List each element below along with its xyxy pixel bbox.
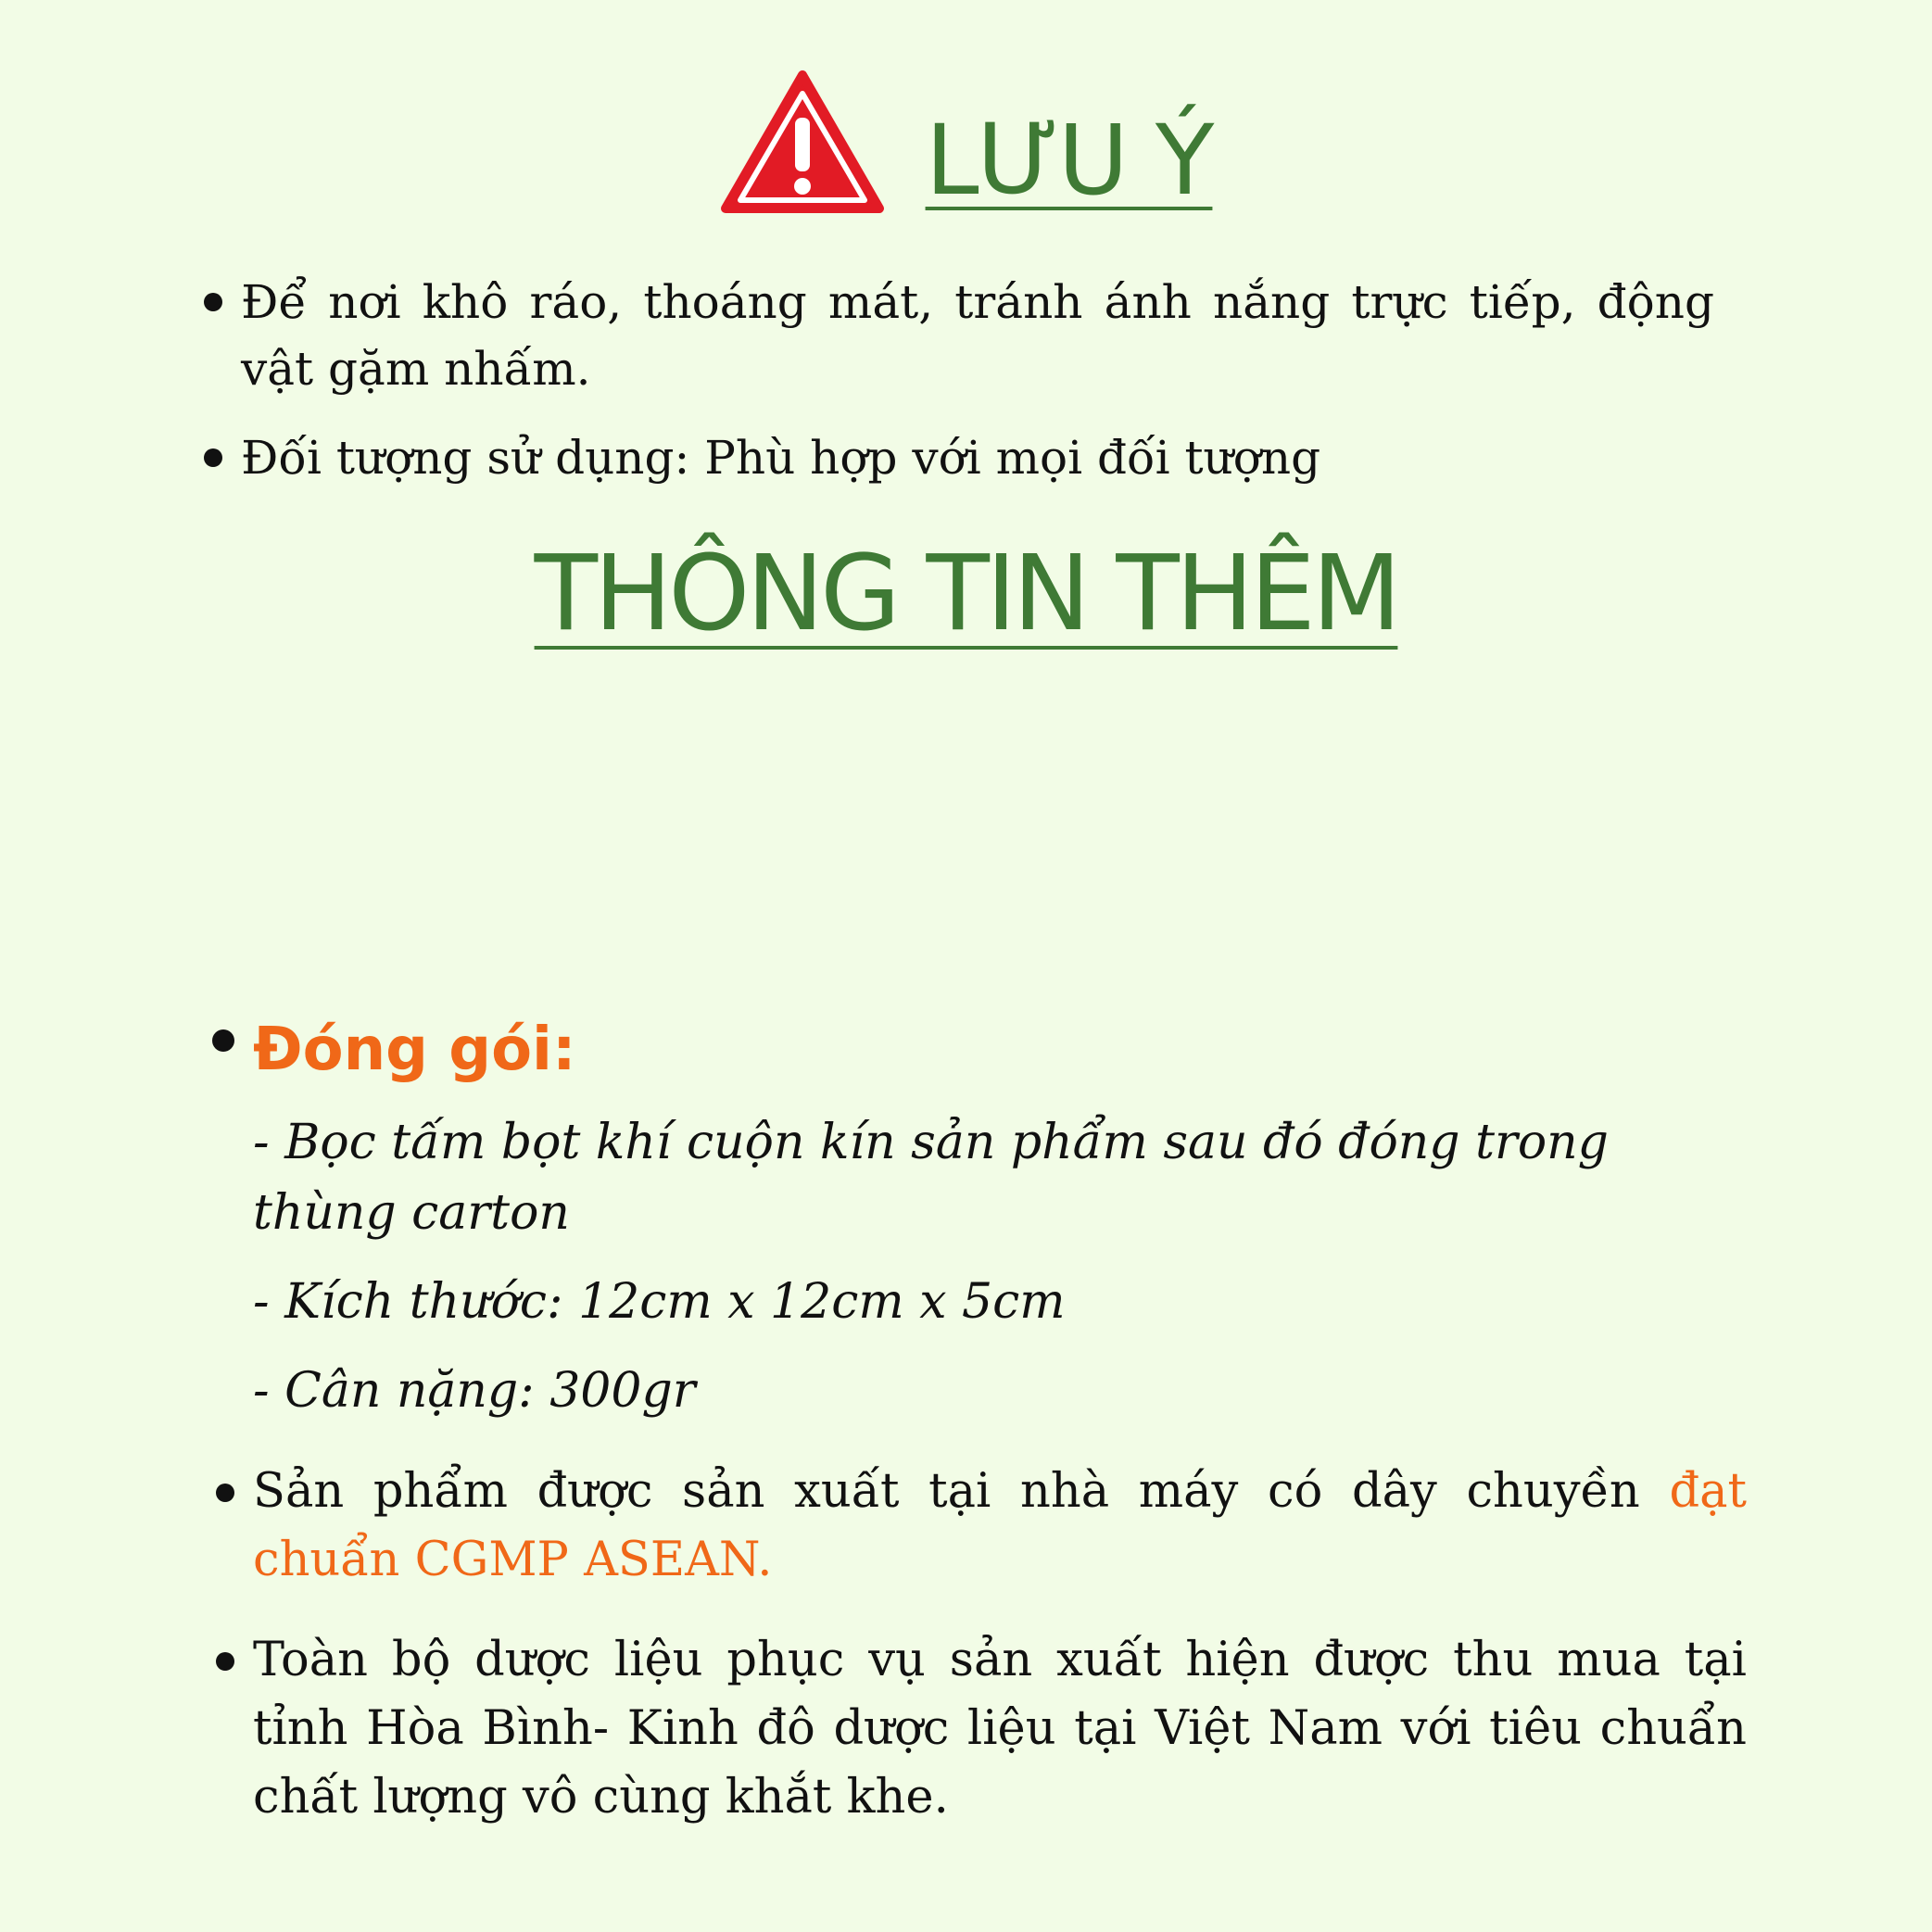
list-item-production: [253, 1458, 1747, 1595]
page-title: LƯU Ý: [925, 104, 1213, 217]
packaging-line-size: - Kích thước: 12cm x 12cm x 5cm: [253, 1274, 1066, 1330]
packaging-line-wrap: - Bọc tấm bọt khí cuộn kín sản phẩm sau đó đóng trong thùng carton: [253, 1115, 1609, 1241]
warning-heading: [0, 69, 1932, 216]
notes-list: [241, 269, 1714, 491]
list-item-storage: Để nơi khô ráo, thoáng mát, tránh ánh nắng trực tiếp, động vật gặm nhấm.: [241, 269, 1714, 402]
list-item-packaging: [253, 1005, 1747, 1426]
packaging-line-weight: - Cân nặng: 300gr: [253, 1363, 696, 1419]
info-list: [253, 1005, 1747, 1832]
warning-triangle-icon: [720, 69, 885, 216]
list-item-target-users: Đối tượng sử dụng: Phù hợp với mọi đối tượng: [241, 424, 1714, 491]
production-text: Sản phẩm được sản xuất tại nhà máy có dây chuyền: [253, 1464, 1670, 1519]
production-highlight: đạt chuẩn CGMP ASEAN.: [253, 1464, 1747, 1587]
list-item-materials: Toàn bộ dược liệu phục vụ sản xuất hiện được thu mua tại tỉnh Hòa Bình- Kinh đô dược liệu tại Việt Nam với tiêu chuẩn chất lượng vô cùng khắt khe.: [253, 1626, 1747, 1832]
section-title: THÔNG TIN THÊM: [534, 534, 1398, 654]
packaging-title: Đóng gói:: [253, 1016, 576, 1084]
